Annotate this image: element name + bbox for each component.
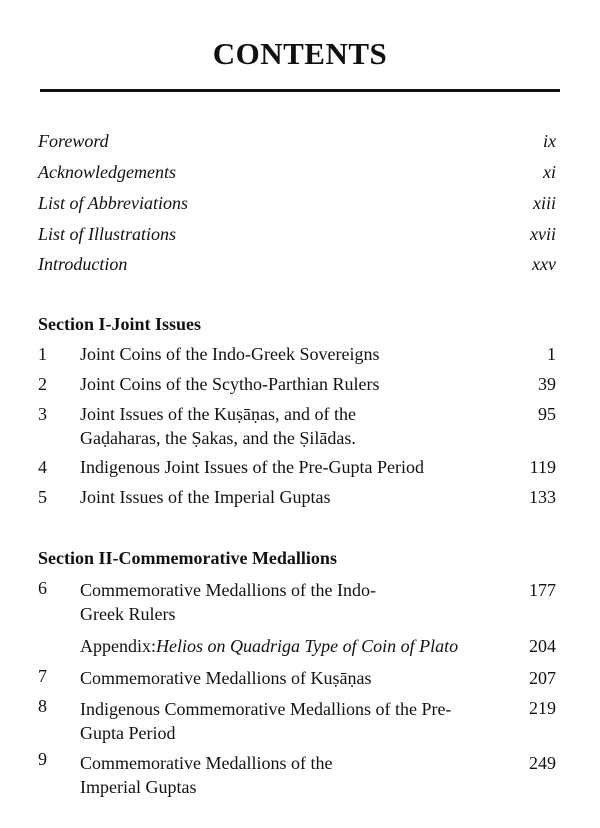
chapter-number: 4	[38, 457, 47, 477]
appendix-title: Helios on Quadriga Type of Coin of Plato	[156, 636, 459, 656]
toc-foreword-label: Foreword	[38, 131, 109, 151]
chapter-title: Joint Issues of the Kuṣāṇas, and of the Gaḍaharas, the Ṣakas, and the Ṣilādas.	[80, 404, 356, 448]
toc-foreword-page: ix	[543, 131, 556, 151]
chapter-number: 3	[38, 404, 47, 424]
chapter-page: 249	[529, 753, 556, 773]
chapter-title: Commemorative Medallions of the Indo-Greek Rulers	[80, 580, 376, 624]
chapter-page: 219	[529, 698, 556, 718]
chapter-page: 95	[538, 404, 556, 424]
chapter-title: Joint Issues of the Imperial Guptas	[80, 487, 331, 507]
toc-abbreviations-label: List of Abbreviations	[38, 193, 189, 213]
chapter-number: 2	[38, 374, 47, 394]
toc-introduction-label: Introduction	[38, 254, 128, 274]
appendix-page: 204	[529, 636, 556, 656]
section-1-heading: Section I-Joint Issues	[38, 314, 202, 334]
chapter-title: Commemorative Medallions of Kuṣāṇas	[80, 668, 372, 688]
chapter-number: 9	[38, 749, 47, 769]
toc-acknowledgements-label: Acknowledgements	[38, 162, 176, 182]
chapter-title: Indigenous Joint Issues of the Pre-Gupta Period	[80, 457, 424, 477]
chapter-title: Commemorative Medallions of the Imperial Guptas	[80, 753, 333, 797]
chapter-number: 8	[38, 696, 47, 716]
chapter-title: Indigenous Commemorative Medallions of the Pre-Gupta Period	[80, 699, 452, 743]
chapter-title: Joint Coins of the Indo-Greek Sovereigns	[80, 344, 380, 364]
toc-acknowledgements-page: xi	[543, 162, 556, 182]
chapter-number: 6	[38, 578, 47, 598]
page-title: CONTENTS	[212, 36, 388, 71]
chapter-page: 39	[538, 374, 556, 394]
chapter-number: 7	[38, 666, 47, 686]
chapter-number: 1	[38, 344, 47, 364]
toc-abbreviations-page: xiii	[533, 193, 556, 213]
chapter-title: Joint Coins of the Scytho-Parthian Rulers	[80, 374, 380, 394]
chapter-page: 119	[529, 457, 556, 477]
toc-illustrations-page: xvii	[530, 224, 556, 244]
chapter-page: 177	[529, 580, 556, 600]
toc-illustrations-label: List of Illustrations	[38, 224, 177, 244]
chapter-page: 1	[547, 344, 556, 364]
title-rule	[40, 89, 560, 92]
chapter-number: 5	[38, 487, 47, 507]
toc-introduction-page: xxv	[532, 254, 556, 274]
appendix-entry	[80, 636, 458, 657]
chapter-page: 133	[529, 487, 556, 507]
section-2-heading: Section II-Commemorative Medallions	[38, 548, 337, 568]
chapter-page: 207	[529, 668, 556, 688]
appendix-prefix: Appendix:	[80, 636, 156, 656]
